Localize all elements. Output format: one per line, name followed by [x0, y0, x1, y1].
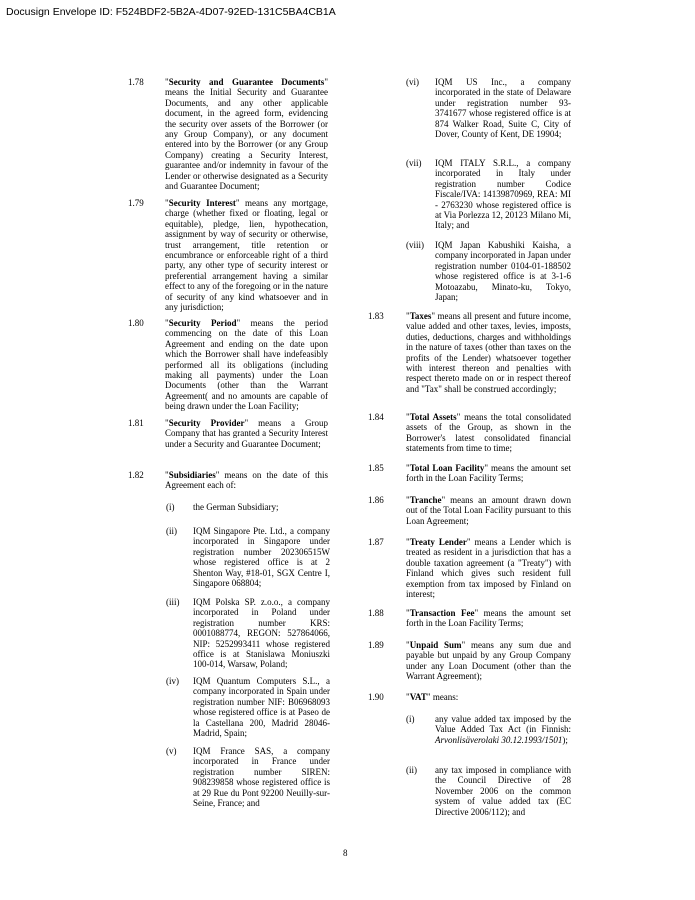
sub-number: (viii)	[406, 240, 424, 250]
page-number: 8	[343, 848, 348, 858]
sub-number: (i)	[406, 714, 415, 724]
defined-term: Unpaid Sum	[409, 640, 462, 650]
defined-term: VAT	[409, 692, 427, 702]
clause-number: 1.84	[368, 412, 384, 422]
clause-number: 1.85	[368, 463, 384, 473]
clause-number: 1.86	[368, 495, 384, 505]
defined-term: Subsidiaries	[168, 470, 216, 480]
clause-number: 1.79	[128, 198, 144, 208]
clause-number: 1.87	[368, 537, 384, 547]
sub-number: (iii)	[166, 597, 180, 607]
defined-term: Taxes	[409, 311, 432, 321]
defined-term: Transaction Fee	[409, 608, 475, 618]
sub-number: (i)	[166, 502, 175, 512]
sub-number: (iv)	[166, 676, 179, 686]
defined-term: Security and Guarantee Documents	[168, 77, 325, 87]
envelope-id: Docusign Envelope ID: F524BDF2-5B2A-4D07-92ED-131C5BA4CB1A	[6, 6, 336, 18]
sub-number: (vii)	[406, 158, 422, 168]
clause-number: 1.78	[128, 77, 144, 87]
defined-term: Treaty Lender	[409, 537, 467, 547]
defined-term: Security Interest	[168, 198, 236, 208]
clause-number: 1.82	[128, 470, 144, 480]
defined-term: Security Period	[168, 318, 237, 328]
defined-term: Security Provider	[168, 418, 245, 428]
clause-number: 1.81	[128, 418, 144, 428]
clause-number: 1.80	[128, 318, 144, 328]
sub-number: (v)	[166, 746, 177, 756]
clause-number: 1.88	[368, 608, 384, 618]
clause-number: 1.83	[368, 311, 384, 321]
clause-number: 1.90	[368, 692, 384, 702]
defined-term: Tranche	[409, 495, 442, 505]
defined-term: Total Loan Facility	[409, 463, 485, 473]
defined-term: Total Assets	[409, 412, 457, 422]
clause-number: 1.89	[368, 640, 384, 650]
sub-number: (ii)	[166, 526, 177, 536]
sub-number: (ii)	[406, 765, 417, 775]
sub-number: (vi)	[406, 77, 419, 87]
